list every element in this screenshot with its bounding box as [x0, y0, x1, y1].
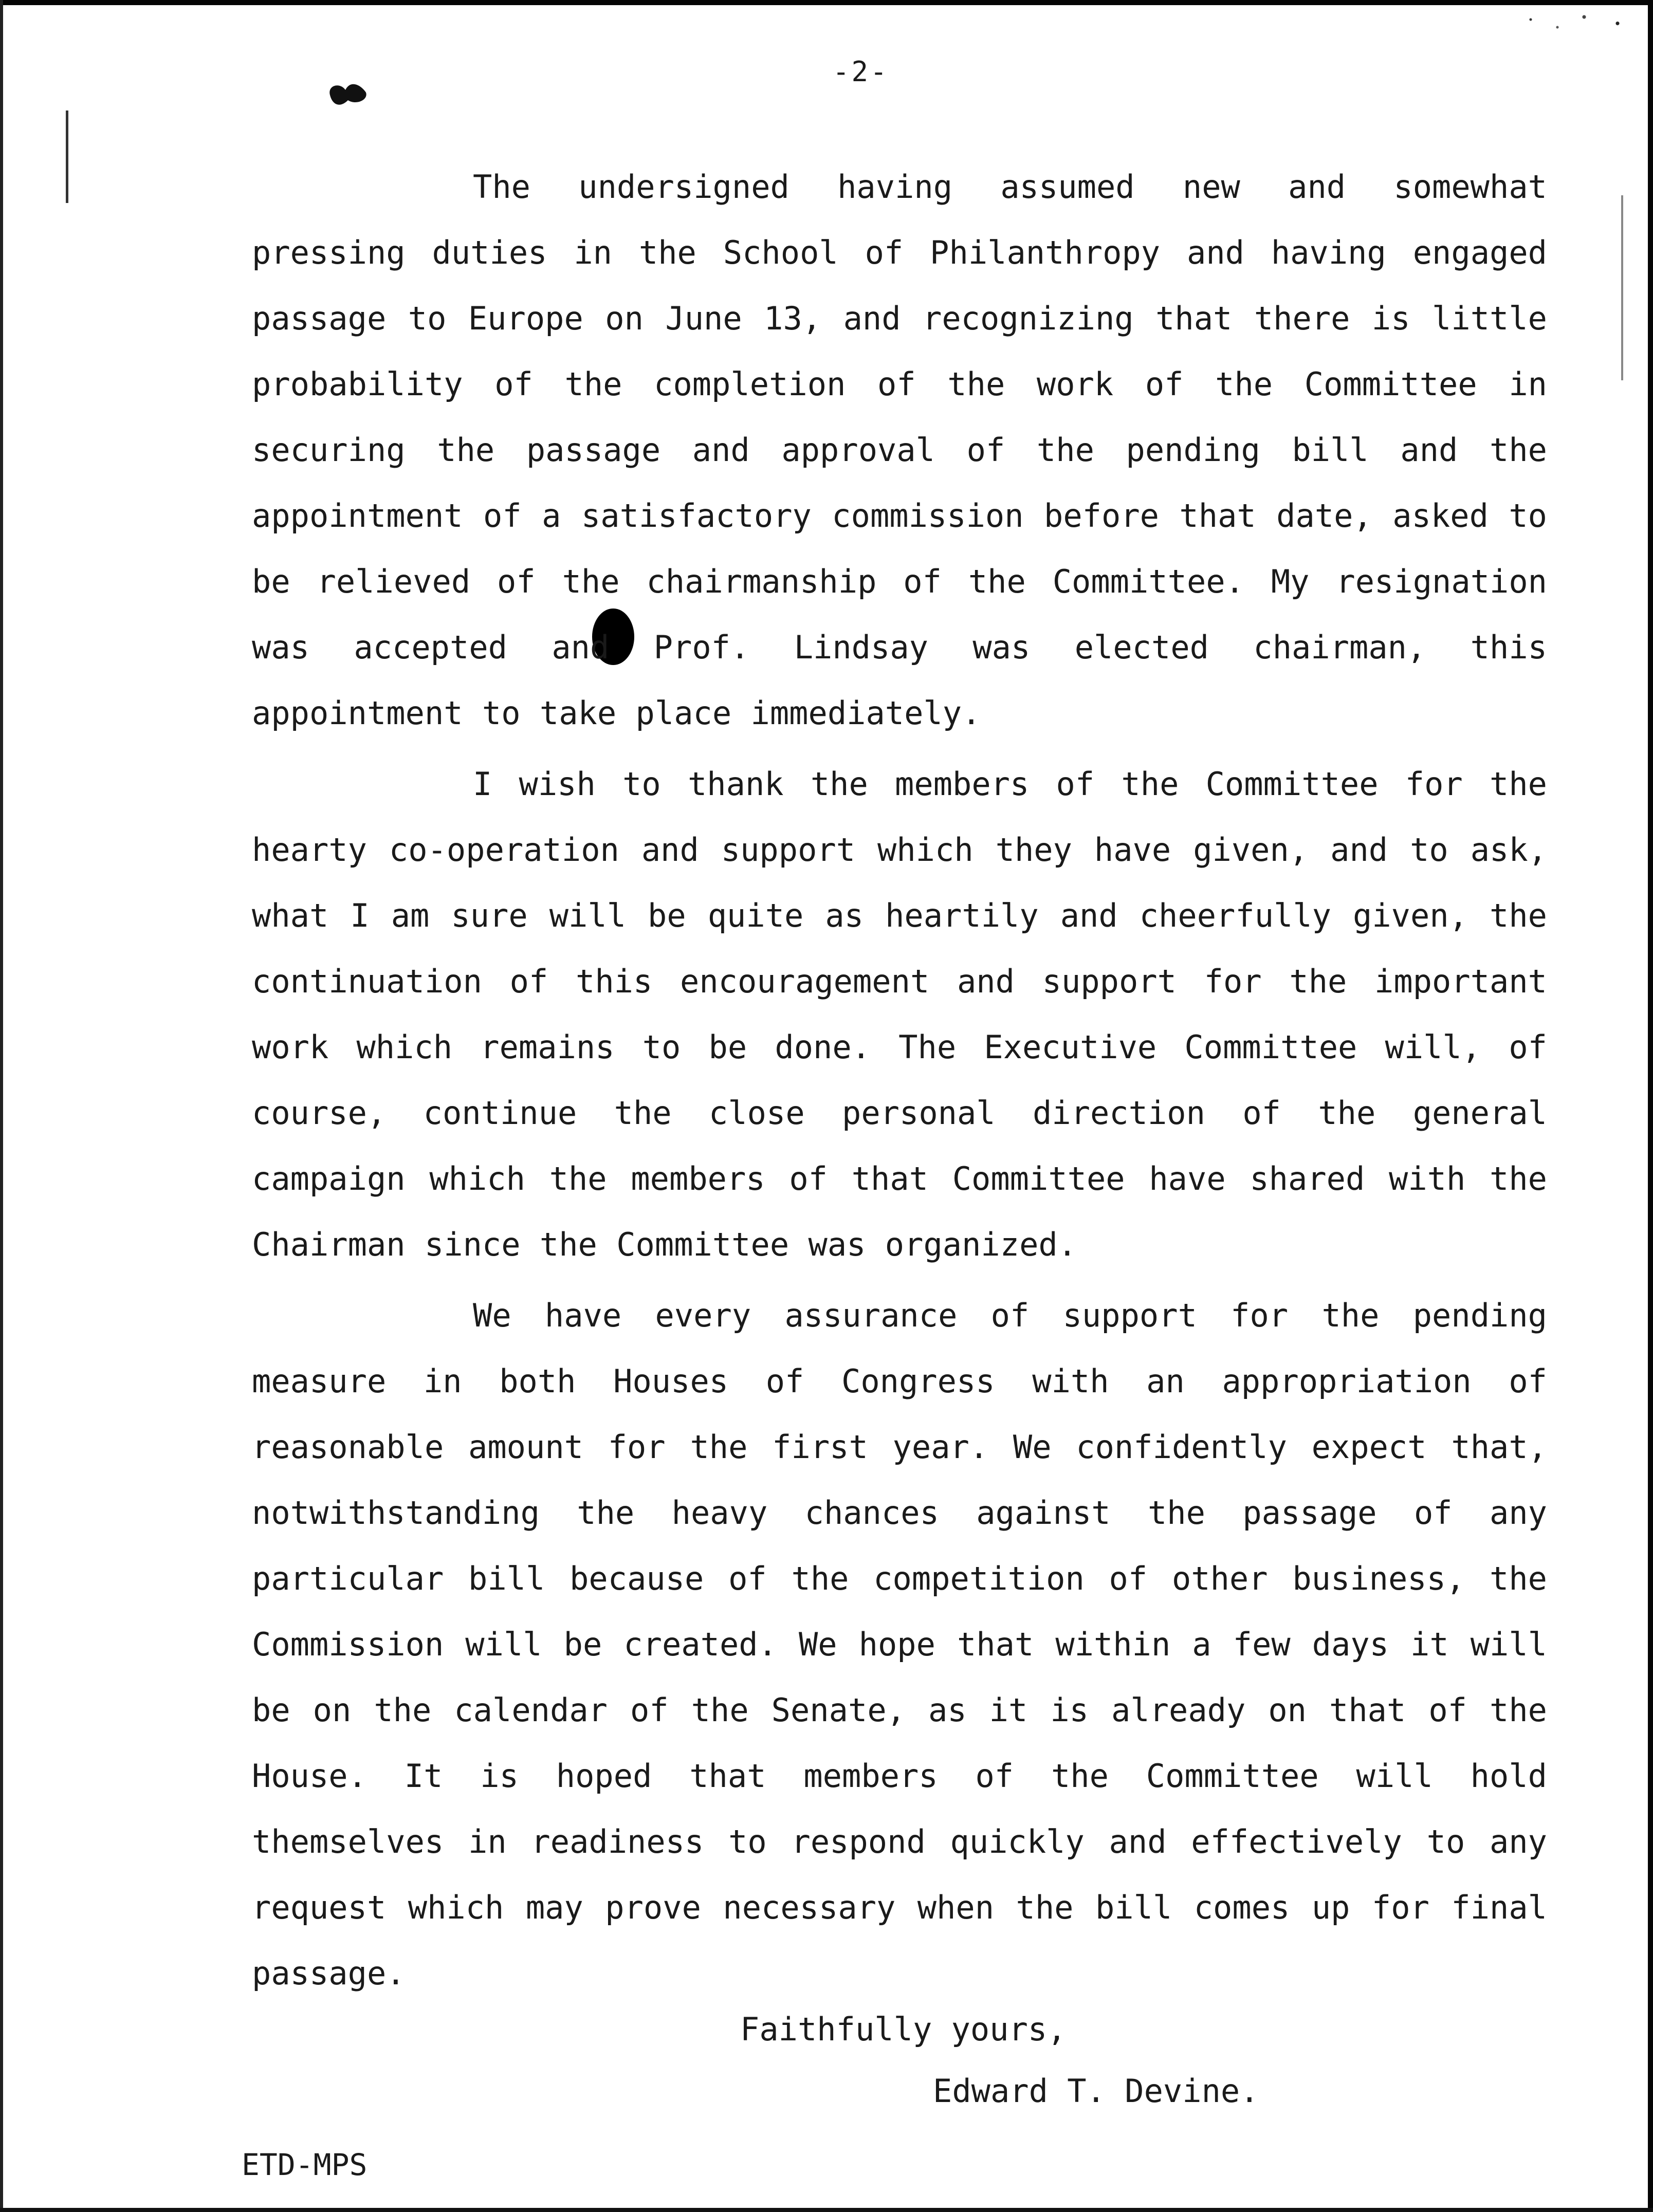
scan-border-bottom [0, 2208, 1653, 2212]
paragraph-2-text: I wish to thank the members of the Committee for the hearty co-operation and support which they have given, and to ask, what I am sure will be quite as heartily and cheerfully given, the continuation of this encouragement and support for the important work which remains to be done. The Executive Committee will, of course, continue the close personal direction of the general campaign which the members of that Committee have shared with the Chairman since the Committee was organized. [252, 765, 1547, 1263]
paragraph-2 [252, 751, 1547, 1278]
margin-mark [66, 110, 68, 203]
closing: Faithfully yours, [740, 2011, 1067, 2048]
signature: Edward T. Devine. [933, 2072, 1259, 2110]
scan-border-left [0, 0, 3, 2212]
paragraph-3-text: We have every assurance of support for the pending measure in both Houses of Congress with an appropriation of reasonable amount for the first year. We confidently expect that, notwithstanding the heavy chances against the passage of any particular bill because of the competition of other business, the Commission will be created. We hope that within a few days it will be on the calendar of the Senate, as it is already on that of the House. It is hoped that members of the Committee will hold themselves in readiness to respond quickly and effectively to any request which may prove necessary when the bill comes up for final passage. [252, 1297, 1547, 1992]
scan-border-top [0, 0, 1653, 5]
page-number: -2- [833, 56, 889, 88]
paragraph-1 [252, 154, 1547, 746]
scan-speckle [1504, 9, 1638, 35]
scan-border-right [1648, 0, 1653, 2212]
ink-blot-icon [325, 75, 371, 110]
reference-initials: ETD-MPS [242, 2147, 368, 2182]
margin-mark-right [1621, 195, 1623, 380]
paragraph-3 [252, 1283, 1547, 2006]
paragraph-1-text: The undersigned having assumed new and somewhat pressing duties in the School of Philanthropy and having engaged passage to Europe on June 13, and recognizing that there is little probability of the completion of the work of the Committee in securing the passage and approval of the pending bill and the appointment of a satisfactory commission before that date, asked to be relieved of the chairmanship of the Committee. My resignation was accepted and Prof. Lindsay was elected chairman, this appointment to take place immediately. [252, 168, 1547, 732]
